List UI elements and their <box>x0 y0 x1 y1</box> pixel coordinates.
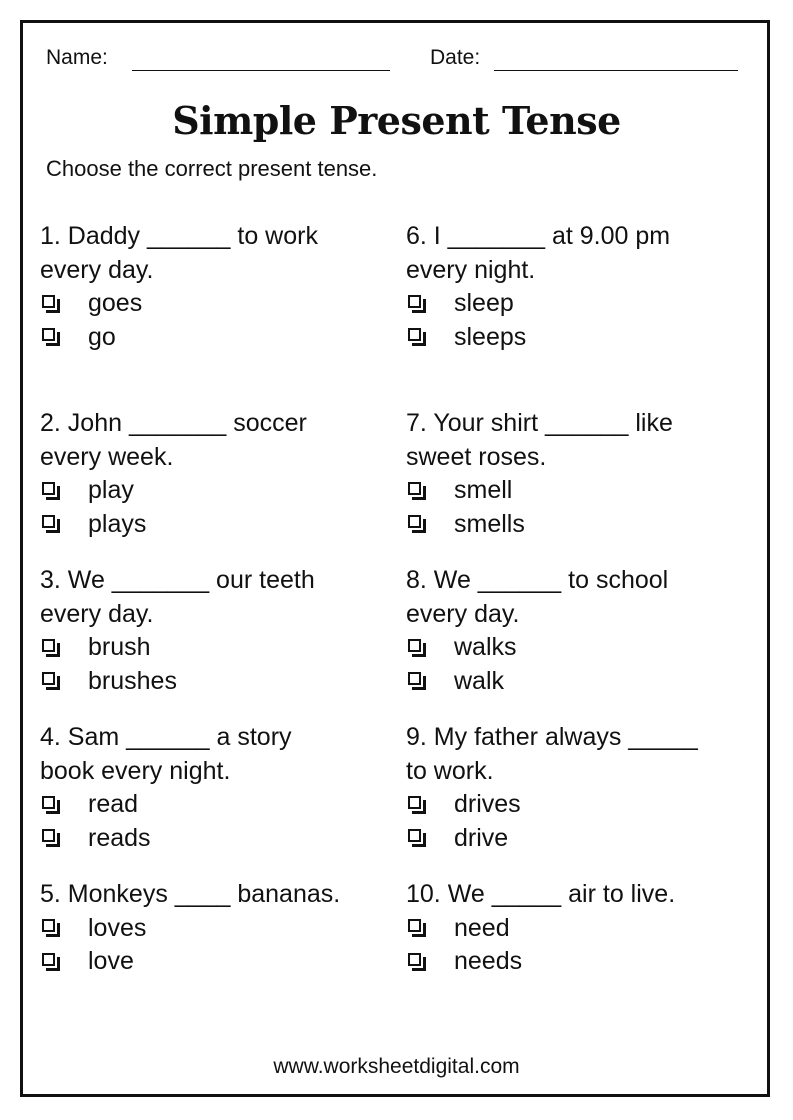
option-label: sleep <box>454 289 514 317</box>
option-label: drives <box>454 790 521 818</box>
option-item[interactable] <box>406 788 698 822</box>
checkbox-icon[interactable] <box>42 672 60 690</box>
question-text: every day. <box>40 599 154 628</box>
checkbox-icon[interactable] <box>408 515 426 533</box>
question-10 <box>406 878 675 979</box>
checkbox-icon[interactable] <box>42 829 60 847</box>
checkbox-icon[interactable] <box>408 328 426 346</box>
checkbox-icon[interactable] <box>408 672 426 690</box>
question-2 <box>40 407 307 541</box>
question-6 <box>406 220 670 354</box>
option-item[interactable] <box>406 945 675 979</box>
checkbox-icon[interactable] <box>42 515 60 533</box>
option-label: go <box>88 322 116 351</box>
option-label: goes <box>88 289 143 317</box>
option-label: play <box>88 476 134 504</box>
option-item[interactable] <box>406 631 668 665</box>
option-label: reads <box>88 823 151 852</box>
checkbox-icon[interactable] <box>408 829 426 847</box>
option-item[interactable] <box>40 945 340 979</box>
instruction-text: Choose the correct present tense. <box>46 156 378 181</box>
question-9 <box>406 721 698 855</box>
question-text: every day. <box>40 255 154 284</box>
question-text: sweet roses. <box>406 442 547 471</box>
date-label: Date: <box>430 46 481 69</box>
checkbox-icon[interactable] <box>42 328 60 346</box>
question-text: 3. We _______ our teeth <box>40 566 315 594</box>
checkbox-icon[interactable] <box>42 796 60 814</box>
checkbox-icon[interactable] <box>42 482 60 500</box>
question-text: to work. <box>406 756 494 785</box>
question-text: 2. John _______ soccer <box>40 409 307 437</box>
checkbox-icon[interactable] <box>408 796 426 814</box>
option-item[interactable] <box>40 287 318 321</box>
option-label: brushes <box>88 666 177 695</box>
option-label: sleeps <box>454 322 527 351</box>
date-field[interactable] <box>494 70 738 71</box>
question-3 <box>40 564 315 698</box>
question-4 <box>40 721 292 855</box>
checkbox-icon[interactable] <box>408 919 426 937</box>
question-text: 9. My father always _____ <box>406 723 698 751</box>
option-label: drive <box>454 823 509 852</box>
option-item[interactable] <box>406 321 670 355</box>
question-text: every week. <box>40 442 174 471</box>
question-text: 1. Daddy ______ to work <box>40 222 318 250</box>
option-label: read <box>88 790 139 818</box>
option-label: walk <box>454 666 505 695</box>
option-label: plays <box>88 509 147 538</box>
question-text: 8. We ______ to school <box>406 566 669 594</box>
question-text: every night. <box>406 255 536 284</box>
option-item[interactable] <box>40 912 340 946</box>
worksheet-title: Simple Present Tense <box>172 98 621 143</box>
footer-url: www.worksheetdigital.com <box>273 1055 520 1078</box>
question-text: 4. Sam ______ a story <box>40 723 292 751</box>
option-item[interactable] <box>406 508 673 542</box>
question-text: 6. I _______ at 9.00 pm <box>406 222 671 250</box>
option-label: needs <box>454 947 523 975</box>
question-5 <box>40 878 340 979</box>
checkbox-icon[interactable] <box>408 953 426 971</box>
option-item[interactable] <box>40 631 315 665</box>
checkbox-icon[interactable] <box>408 295 426 313</box>
question-text: 5. Monkeys ____ bananas. <box>40 880 341 908</box>
checkbox-icon[interactable] <box>408 639 426 657</box>
option-item[interactable] <box>40 508 307 542</box>
option-item[interactable] <box>406 474 673 508</box>
option-label: need <box>454 913 510 942</box>
option-label: walks <box>454 633 517 661</box>
checkbox-icon[interactable] <box>42 639 60 657</box>
option-label: love <box>88 947 134 975</box>
checkbox-icon[interactable] <box>42 953 60 971</box>
question-text: 7. Your shirt ______ like <box>406 409 673 437</box>
question-text: every day. <box>406 599 520 628</box>
option-label: brush <box>88 633 151 661</box>
name-field[interactable] <box>132 70 390 71</box>
option-item[interactable] <box>40 321 318 355</box>
question-text: 10. We _____ air to live. <box>406 880 676 908</box>
option-label: loves <box>88 913 147 942</box>
option-item[interactable] <box>40 474 307 508</box>
option-item[interactable] <box>406 287 670 321</box>
option-label: smell <box>454 476 513 504</box>
option-item[interactable] <box>406 822 698 856</box>
option-label: smells <box>454 509 525 538</box>
name-label: Name: <box>46 46 108 69</box>
option-item[interactable] <box>40 788 292 822</box>
option-item[interactable] <box>40 665 315 699</box>
question-8 <box>406 564 668 698</box>
question-7 <box>406 407 673 541</box>
question-text: book every night. <box>40 756 231 785</box>
checkbox-icon[interactable] <box>408 482 426 500</box>
option-item[interactable] <box>406 665 668 699</box>
option-item[interactable] <box>406 912 675 946</box>
option-item[interactable] <box>40 822 292 856</box>
checkbox-icon[interactable] <box>42 919 60 937</box>
question-1 <box>40 220 318 354</box>
checkbox-icon[interactable] <box>42 295 60 313</box>
